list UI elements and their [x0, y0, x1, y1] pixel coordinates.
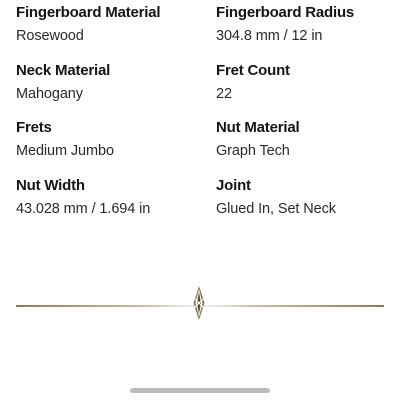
spec-fingerboard-material — [16, 4, 216, 62]
spec-fret-count — [216, 62, 386, 120]
spec-label: Joint — [216, 176, 251, 194]
spec-value: 304.8 mm / 12 in — [216, 28, 323, 44]
section-divider — [16, 285, 384, 321]
spec-label: Frets — [16, 119, 52, 136]
spec-joint — [216, 177, 386, 235]
spec-grid — [16, 4, 386, 234]
spec-label: Fingerboard Radius — [216, 4, 355, 21]
spec-value: Medium Jumbo — [16, 143, 114, 159]
spec-label: Nut Material — [216, 119, 300, 136]
diamond-emblem-icon — [188, 285, 210, 321]
spec-label: Fret Count — [216, 61, 290, 79]
spec-nut-width — [16, 177, 216, 235]
spec-frets — [16, 119, 216, 177]
spec-value: 43.028 mm / 1.694 in — [16, 200, 151, 217]
spec-value: Mahogany — [16, 85, 83, 102]
spec-value: Glued In, Set Neck — [216, 200, 336, 217]
spec-value: Rosewood — [16, 28, 84, 44]
spec-label: Fingerboard Material — [16, 4, 161, 21]
spec-label: Neck Material — [16, 61, 111, 79]
spec-label: Nut Width — [16, 176, 85, 194]
spec-nut-material — [216, 119, 386, 177]
spec-neck-material — [16, 62, 216, 120]
home-indicator[interactable] — [130, 388, 270, 393]
spec-fingerboard-radius — [216, 4, 386, 62]
spec-value: Graph Tech — [216, 143, 290, 159]
spec-value: 22 — [216, 85, 232, 102]
